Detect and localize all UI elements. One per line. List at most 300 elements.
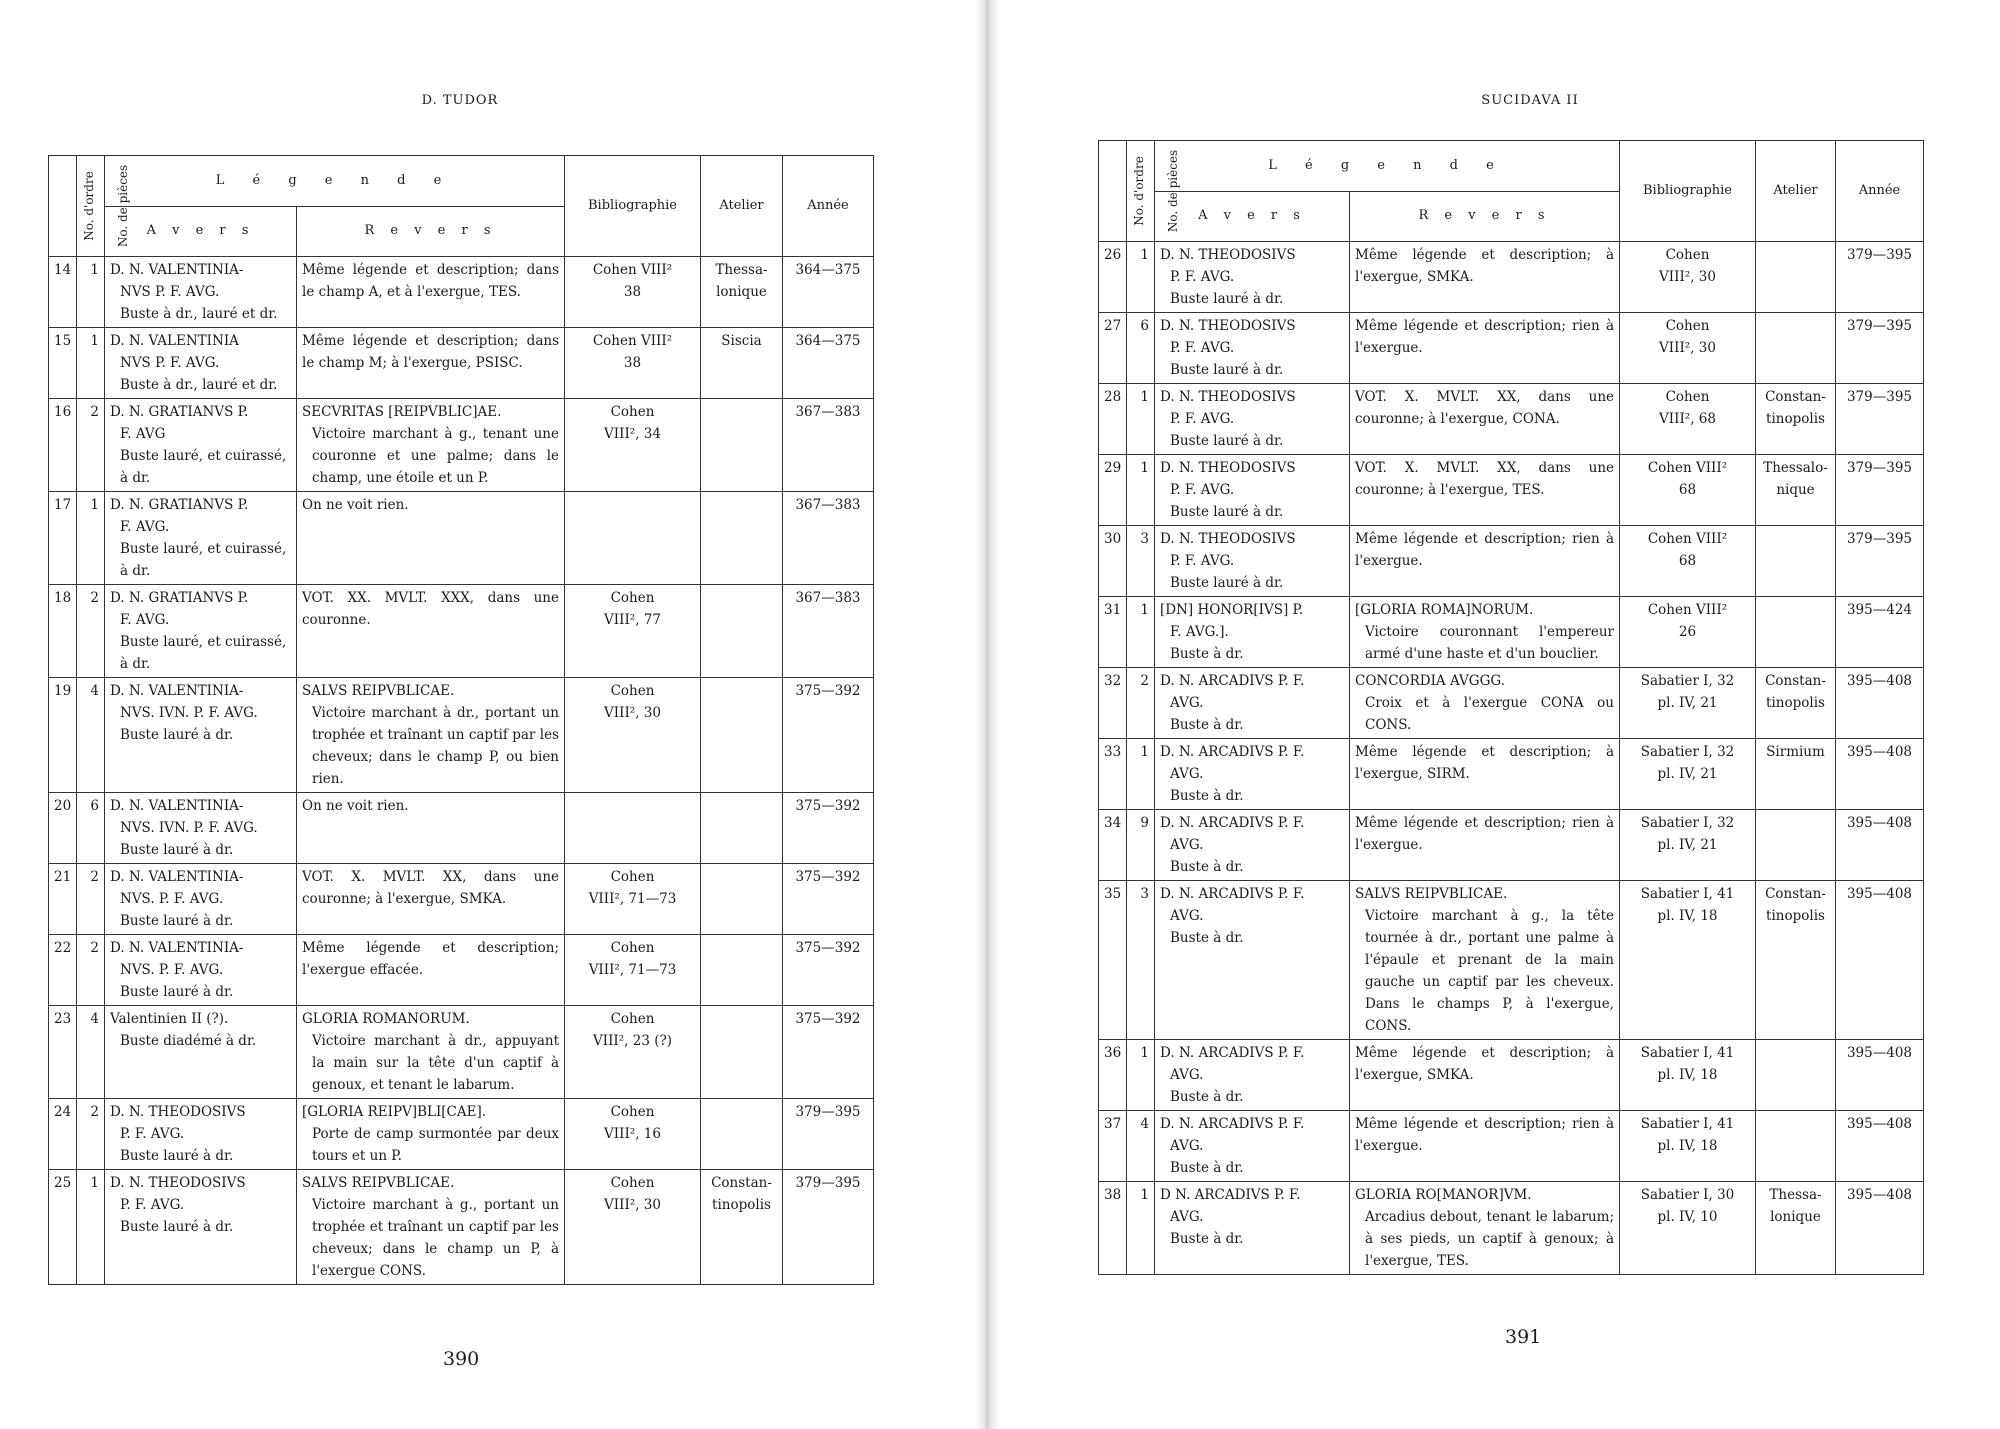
book-gutter: [975, 0, 1000, 1429]
avers-line: Buste à dr., lauré et dr.: [120, 377, 278, 393]
atelier-cell: [701, 1170, 783, 1285]
avers-line: D. N. ARCADIVS P. F.: [1160, 815, 1305, 831]
revers-line: VOT. X. MVLT. XX, dans une couronne; à l'exergue, SMKA.: [302, 869, 559, 907]
revers-cell: [297, 328, 565, 399]
table-row: [1099, 668, 1924, 739]
annee-cell: 395—424: [1836, 597, 1924, 668]
bibliographie-cell: [565, 864, 701, 935]
atelier-line: lonique: [1770, 1209, 1821, 1225]
bibliographie-cell: [1620, 242, 1756, 313]
avers-line: NVS P. F. AVG.: [120, 355, 220, 371]
biblio-line: VIII², 16: [604, 1126, 661, 1142]
atelier-line: Thessa-: [1769, 1187, 1822, 1203]
avers-line: Buste lauré à dr.: [120, 913, 234, 929]
avers-line: D. N. VALENTINIA-: [110, 683, 244, 699]
table-row: [1099, 1182, 1924, 1275]
avers-line: P. F. AVG.: [1170, 553, 1235, 569]
atelier-cell: [701, 935, 783, 1006]
avers-line: NVS. P. F. AVG.: [120, 962, 224, 978]
no-ordre-cell: 31: [1099, 597, 1127, 668]
no-ordre-cell: 32: [1099, 668, 1127, 739]
header-bibliographie: Bibliographie: [565, 156, 701, 257]
annee-cell: 395—408: [1836, 1111, 1924, 1182]
avers-line: D. N. ARCADIVS P. F.: [1160, 1045, 1305, 1061]
table-row: [1099, 597, 1924, 668]
annee-cell: 379—395: [1836, 242, 1924, 313]
atelier-cell: [1756, 1111, 1836, 1182]
biblio-line: Cohen: [610, 1104, 655, 1120]
revers-line: Victoire marchant à dr., portant un trophée et traînant un captif par les cheveux; dans le champ P, ou bien rien.: [312, 705, 559, 787]
avers-cell: [105, 585, 297, 678]
revers-line: [GLORIA REIPV]BLI[CAE].: [302, 1104, 487, 1120]
avers-cell: [1155, 1182, 1350, 1275]
avers-cell: [105, 328, 297, 399]
annee-cell: 364—375: [783, 328, 874, 399]
table-body: [1099, 242, 1924, 1275]
annee-cell: 367—383: [783, 399, 874, 492]
biblio-line: Cohen: [610, 940, 655, 956]
avers-line: F. AVG: [120, 426, 166, 442]
avers-line: Buste lauré à dr.: [120, 1148, 234, 1164]
biblio-line: Cohen: [610, 683, 655, 699]
avers-line: P. F. AVG.: [120, 1126, 185, 1142]
header-no-ordre: No. d'ordre: [1099, 141, 1127, 242]
avers-line: Buste à dr.: [1170, 646, 1244, 662]
avers-line: D. N. ARCADIVS P. F.: [1160, 673, 1305, 689]
avers-cell: [105, 793, 297, 864]
avers-cell: [1155, 1040, 1350, 1111]
avers-cell: [105, 935, 297, 1006]
no-pieces-cell: 1: [1127, 739, 1155, 810]
atelier-cell: [1756, 526, 1836, 597]
table-row: [1099, 526, 1924, 597]
revers-cell: [1350, 597, 1620, 668]
avers-line: Buste lauré à dr.: [120, 727, 234, 743]
avers-line: D. N. GRATIANVS P.: [110, 404, 249, 420]
no-pieces-cell: 4: [77, 1006, 105, 1099]
atelier-cell: [1756, 1182, 1836, 1275]
revers-cell: [297, 935, 565, 1006]
avers-line: D. N. ARCADIVS P. F.: [1160, 744, 1305, 760]
atelier-cell: [1756, 881, 1836, 1040]
page-number: 391: [1505, 1326, 1542, 1348]
avers-line: P. F. AVG.: [1170, 340, 1235, 356]
atelier-cell: [701, 585, 783, 678]
table-row: [49, 585, 874, 678]
avers-cell: [1155, 1111, 1350, 1182]
header-avers: A v e r s: [1155, 191, 1350, 242]
no-ordre-cell: 21: [49, 864, 77, 935]
no-pieces-cell: 3: [1127, 881, 1155, 1040]
atelier-cell: [1756, 313, 1836, 384]
revers-cell: [1350, 668, 1620, 739]
atelier-line: tinopolis: [1766, 411, 1825, 427]
running-head: D. TUDOR: [421, 93, 499, 108]
no-ordre-cell: 28: [1099, 384, 1127, 455]
revers-line: CONCORDIA AVGGG.: [1355, 673, 1505, 689]
atelier-cell: [701, 678, 783, 793]
bibliographie-cell: [565, 1006, 701, 1099]
annee-cell: 395—408: [1836, 1040, 1924, 1111]
avers-line: à dr.: [120, 656, 151, 672]
bibliographie-cell: [1620, 597, 1756, 668]
avers-cell: [1155, 455, 1350, 526]
revers-line: Arcadius debout, tenant le labarum; à ses pieds, un captif à genoux; à l'exergue, TES.: [1365, 1209, 1614, 1269]
header-no-ordre: No. d'ordre: [49, 156, 77, 257]
biblio-line: Cohen: [610, 590, 655, 606]
running-head: SUCIDAVA II: [1481, 93, 1579, 108]
avers-line: D. N. THEODOSIVS: [1160, 531, 1296, 547]
table-row: [1099, 1111, 1924, 1182]
avers-line: à dr.: [120, 563, 151, 579]
avers-line: F. AVG.: [120, 612, 170, 628]
revers-line: GLORIA RO[MANOR]VM.: [1355, 1187, 1532, 1203]
bibliographie-cell: [1620, 1040, 1756, 1111]
atelier-cell: [701, 1006, 783, 1099]
annee-cell: 379—395: [1836, 455, 1924, 526]
table-row: [49, 793, 874, 864]
biblio-line: Cohen: [610, 1011, 655, 1027]
avers-line: F. AVG.].: [1170, 624, 1229, 640]
bibliographie-cell: [1620, 881, 1756, 1040]
revers-cell: [297, 1099, 565, 1170]
page-number: 390: [443, 1348, 480, 1370]
bibliographie-cell: [1620, 739, 1756, 810]
bibliographie-cell: [565, 492, 701, 585]
avers-cell: [105, 1099, 297, 1170]
biblio-line: VIII², 71—73: [588, 891, 677, 907]
table-row: [1099, 881, 1924, 1040]
avers-line: AVG.: [1170, 837, 1204, 853]
header-no-pieces: No. de pièces: [77, 156, 105, 257]
biblio-line: Sabatier I, 32: [1640, 744, 1735, 760]
avers-line: Buste lauré à dr.: [1170, 291, 1284, 307]
bibliographie-cell: [1620, 384, 1756, 455]
revers-cell: [297, 399, 565, 492]
annee-cell: 395—408: [1836, 881, 1924, 1040]
atelier-line: Constan-: [711, 1175, 772, 1191]
table-row: [49, 328, 874, 399]
avers-line: D. N. VALENTINIA-: [110, 869, 244, 885]
biblio-line: 68: [1678, 553, 1697, 569]
no-ordre-cell: 34: [1099, 810, 1127, 881]
avers-line: Valentinien II (?).: [110, 1011, 229, 1027]
avers-line: Buste lauré, et cuirassé,: [120, 448, 287, 464]
biblio-line: Sabatier I, 41: [1640, 886, 1735, 902]
annee-cell: 379—395: [783, 1170, 874, 1285]
bibliographie-cell: [565, 328, 701, 399]
atelier-line: Siscia: [721, 333, 762, 349]
no-pieces-cell: 2: [1127, 668, 1155, 739]
table-row: [49, 399, 874, 492]
avers-line: D. N. THEODOSIVS: [1160, 247, 1296, 263]
bibliographie-cell: [565, 793, 701, 864]
annee-cell: 375—392: [783, 864, 874, 935]
revers-line: Porte de camp surmontée par deux tours et un P.: [312, 1126, 559, 1164]
annee-cell: 395—408: [1836, 668, 1924, 739]
bibliographie-cell: [1620, 668, 1756, 739]
avers-line: D. N. VALENTINIA-: [110, 262, 244, 278]
avers-line: Buste à dr.: [1170, 1160, 1244, 1176]
annee-cell: 375—392: [783, 1006, 874, 1099]
revers-line: Même légende et description; rien à l'exergue.: [1355, 1116, 1614, 1154]
avers-cell: [105, 492, 297, 585]
revers-line: On ne voit rien.: [302, 497, 409, 513]
revers-line: On ne voit rien.: [302, 798, 409, 814]
annee-cell: 375—392: [783, 793, 874, 864]
annee-cell: 379—395: [1836, 384, 1924, 455]
table-row: [49, 1099, 874, 1170]
avers-line: AVG.: [1170, 766, 1204, 782]
avers-cell: [1155, 597, 1350, 668]
avers-cell: [1155, 384, 1350, 455]
table-row: [49, 678, 874, 793]
no-ordre-cell: 35: [1099, 881, 1127, 1040]
no-ordre-cell: 36: [1099, 1040, 1127, 1111]
revers-line: VOT. XX. MVLT. XXX, dans une couronne.: [302, 590, 559, 628]
atelier-line: Constan-: [1765, 673, 1826, 689]
biblio-line: pl. IV, 21: [1657, 695, 1718, 711]
revers-line: VOT. X. MVLT. XX, dans une couronne; à l'exergue, CONA.: [1355, 389, 1614, 427]
bibliographie-cell: [1620, 313, 1756, 384]
avers-line: D. N. GRATIANVS P.: [110, 497, 249, 513]
no-ordre-cell: 26: [1099, 242, 1127, 313]
bibliographie-cell: [565, 399, 701, 492]
atelier-line: tinopolis: [1766, 908, 1825, 924]
no-ordre-cell: 25: [49, 1170, 77, 1285]
biblio-line: 26: [1678, 624, 1697, 640]
atelier-cell: [701, 328, 783, 399]
no-pieces-cell: 1: [1127, 1182, 1155, 1275]
page-left: [0, 0, 975, 1429]
atelier-cell: [1756, 1040, 1836, 1111]
bibliographie-cell: [565, 1170, 701, 1285]
bibliographie-cell: [1620, 526, 1756, 597]
avers-line: Buste lauré à dr.: [120, 1219, 234, 1235]
annee-cell: 395—408: [1836, 810, 1924, 881]
no-ordre-cell: 20: [49, 793, 77, 864]
annee-cell: 395—408: [1836, 1182, 1924, 1275]
avers-line: à dr.: [120, 470, 151, 486]
revers-line: SECVRITAS [REIPVBLIC]AE.: [302, 404, 502, 420]
avers-line: Buste lauré à dr.: [1170, 362, 1284, 378]
table-row: [1099, 1040, 1924, 1111]
atelier-line: Constan-: [1765, 389, 1826, 405]
revers-cell: [297, 1006, 565, 1099]
avers-cell: [1155, 242, 1350, 313]
no-pieces-cell: 1: [1127, 597, 1155, 668]
biblio-line: pl. IV, 21: [1657, 837, 1718, 853]
atelier-line: Sirmium: [1766, 744, 1825, 760]
atelier-cell: [701, 257, 783, 328]
coin-table: [48, 155, 874, 1285]
header-no-pieces: No. de pièces: [1127, 141, 1155, 242]
biblio-line: Sabatier I, 32: [1640, 815, 1735, 831]
atelier-line: tinopolis: [712, 1197, 771, 1213]
avers-cell: [105, 399, 297, 492]
table-row: [49, 1006, 874, 1099]
table-row: [49, 935, 874, 1006]
biblio-line: Cohen: [1665, 318, 1710, 334]
no-pieces-cell: 2: [77, 585, 105, 678]
avers-line: AVG.: [1170, 908, 1204, 924]
no-ordre-cell: 19: [49, 678, 77, 793]
revers-cell: [297, 864, 565, 935]
table-row: [1099, 455, 1924, 526]
no-ordre-cell: 29: [1099, 455, 1127, 526]
no-ordre-cell: 17: [49, 492, 77, 585]
avers-line: Buste lauré à dr.: [120, 984, 234, 1000]
atelier-cell: [701, 793, 783, 864]
table-row: [1099, 384, 1924, 455]
revers-line: Victoire marchant à g., la tête tournée à dr., portant une palme à l'épaule et prenant de la main gauche un captif par les cheveux. Dans le champs P, à l'exergue, CONS.: [1365, 908, 1614, 1034]
annee-cell: 379—395: [1836, 313, 1924, 384]
revers-line: Victoire marchant à dr., appuyant la main sur la tête d'un captif à genoux, et tenant le labarum.: [312, 1033, 559, 1093]
avers-line: F. AVG.: [120, 519, 170, 535]
annee-cell: 375—392: [783, 935, 874, 1006]
revers-line: SALVS REIPVBLICAE.: [302, 683, 455, 699]
avers-line: P. F. AVG.: [1170, 411, 1235, 427]
header-atelier: Atelier: [1756, 141, 1836, 242]
avers-line: Buste à dr.: [1170, 1089, 1244, 1105]
biblio-line: 68: [1678, 482, 1697, 498]
avers-line: Buste à dr.: [1170, 859, 1244, 875]
header-revers: R e v e r s: [1350, 191, 1620, 242]
no-ordre-cell: 30: [1099, 526, 1127, 597]
table-row: [1099, 810, 1924, 881]
biblio-line: Cohen VIII²: [592, 333, 673, 349]
avers-line: Buste lauré à dr.: [120, 842, 234, 858]
no-ordre-cell: 23: [49, 1006, 77, 1099]
header-annee: Année: [1836, 141, 1924, 242]
annee-cell: 379—395: [783, 1099, 874, 1170]
biblio-line: Cohen VIII²: [1647, 460, 1728, 476]
no-pieces-cell: 9: [1127, 810, 1155, 881]
atelier-cell: [1756, 455, 1836, 526]
no-pieces-cell: 3: [1127, 526, 1155, 597]
biblio-line: pl. IV, 18: [1657, 1138, 1718, 1154]
avers-cell: [1155, 313, 1350, 384]
avers-line: P. F. AVG.: [1170, 269, 1235, 285]
avers-line: D. N. ARCADIVS P. F.: [1160, 886, 1305, 902]
no-pieces-cell: 1: [77, 492, 105, 585]
atelier-line: tinopolis: [1766, 695, 1825, 711]
atelier-cell: [1756, 810, 1836, 881]
no-pieces-cell: 6: [77, 793, 105, 864]
biblio-line: pl. IV, 18: [1657, 1067, 1718, 1083]
no-pieces-cell: 2: [77, 864, 105, 935]
bibliographie-cell: [565, 257, 701, 328]
atelier-cell: [1756, 739, 1836, 810]
annee-cell: 379—395: [1836, 526, 1924, 597]
atelier-cell: [1756, 242, 1836, 313]
biblio-line: VIII², 30: [604, 705, 661, 721]
biblio-line: VIII², 30: [1659, 269, 1716, 285]
header-legende: L é g e n d e: [105, 156, 565, 207]
no-pieces-cell: 4: [1127, 1111, 1155, 1182]
avers-line: Buste à dr.: [1170, 717, 1244, 733]
avers-cell: [105, 1170, 297, 1285]
coin-table: [1098, 140, 1924, 1275]
avers-line: D. N. VALENTINIA-: [110, 940, 244, 956]
no-pieces-cell: 6: [1127, 313, 1155, 384]
header-annee: Année: [783, 156, 874, 257]
revers-cell: [1350, 526, 1620, 597]
revers-line: Victoire marchant à g., portant un trophée et traînant un captif par les cheveux; dans le champ un P, à l'exergue CONS.: [312, 1197, 559, 1279]
annee-cell: 367—383: [783, 585, 874, 678]
header-atelier: Atelier: [701, 156, 783, 257]
avers-line: AVG.: [1170, 1138, 1204, 1154]
avers-line: NVS P. F. AVG.: [120, 284, 220, 300]
bibliographie-cell: [1620, 810, 1756, 881]
avers-line: D. N. THEODOSIVS: [1160, 460, 1296, 476]
atelier-cell: [701, 492, 783, 585]
avers-line: Buste lauré, et cuirassé,: [120, 634, 287, 650]
no-pieces-cell: 1: [77, 1170, 105, 1285]
bibliographie-cell: [565, 585, 701, 678]
biblio-line: Cohen: [1665, 389, 1710, 405]
revers-cell: [1350, 242, 1620, 313]
avers-line: AVG.: [1170, 695, 1204, 711]
revers-cell: [297, 585, 565, 678]
annee-cell: 375—392: [783, 678, 874, 793]
biblio-line: Cohen VIII²: [1647, 602, 1728, 618]
avers-line: Buste lauré à dr.: [1170, 504, 1284, 520]
no-pieces-cell: 1: [1127, 384, 1155, 455]
avers-line: AVG.: [1170, 1067, 1204, 1083]
revers-line: Même légende et description; dans le champ M; à l'exergue, PSISC.: [302, 333, 559, 371]
table-row: [49, 257, 874, 328]
atelier-line: Thessalo-: [1763, 460, 1828, 476]
revers-line: VOT. X. MVLT. XX, dans une couronne; à l'exergue, TES.: [1355, 460, 1614, 498]
biblio-line: VIII², 30: [1659, 340, 1716, 356]
annee-cell: 395—408: [1836, 739, 1924, 810]
avers-line: AVG.: [1170, 1209, 1204, 1225]
no-pieces-cell: 1: [1127, 242, 1155, 313]
revers-cell: [297, 1170, 565, 1285]
revers-cell: [1350, 881, 1620, 1040]
no-pieces-cell: 1: [1127, 455, 1155, 526]
revers-line: Même légende et description; dans le champ A, et à l'exergue, TES.: [302, 262, 559, 300]
bibliographie-cell: [565, 678, 701, 793]
avers-line: Buste diadémé à dr.: [120, 1033, 257, 1049]
biblio-line: Sabatier I, 41: [1640, 1116, 1735, 1132]
revers-line: Croix et à l'exergue CONA ou CONS.: [1365, 695, 1614, 733]
revers-cell: [1350, 455, 1620, 526]
biblio-line: Sabatier I, 41: [1640, 1045, 1735, 1061]
biblio-line: VIII², 23 (?): [593, 1033, 672, 1049]
atelier-line: nique: [1776, 482, 1815, 498]
no-pieces-cell: 1: [77, 328, 105, 399]
biblio-line: Cohen: [610, 1175, 655, 1191]
biblio-line: Cohen: [610, 404, 655, 420]
no-ordre-cell: 37: [1099, 1111, 1127, 1182]
revers-line: Même légende et description; rien à l'exergue.: [1355, 815, 1614, 853]
avers-line: [DN] HONOR[IVS] P.: [1160, 602, 1304, 618]
atelier-cell: [701, 399, 783, 492]
revers-cell: [1350, 1040, 1620, 1111]
header-revers: R e v e r s: [297, 206, 565, 257]
bibliographie-cell: [1620, 455, 1756, 526]
atelier-cell: [701, 864, 783, 935]
avers-line: P. F. AVG.: [1170, 482, 1235, 498]
avers-line: Buste lauré, et cuirassé,: [120, 541, 287, 557]
biblio-line: VIII², 30: [604, 1197, 661, 1213]
avers-line: Buste à dr., lauré et dr.: [120, 306, 278, 322]
revers-line: Même légende et description; rien à l'exergue.: [1355, 318, 1614, 356]
revers-line: Victoire marchant à g., tenant une couronne et une palme; dans le champ, une étoile et un P.: [312, 426, 559, 486]
biblio-line: pl. IV, 18: [1657, 908, 1718, 924]
